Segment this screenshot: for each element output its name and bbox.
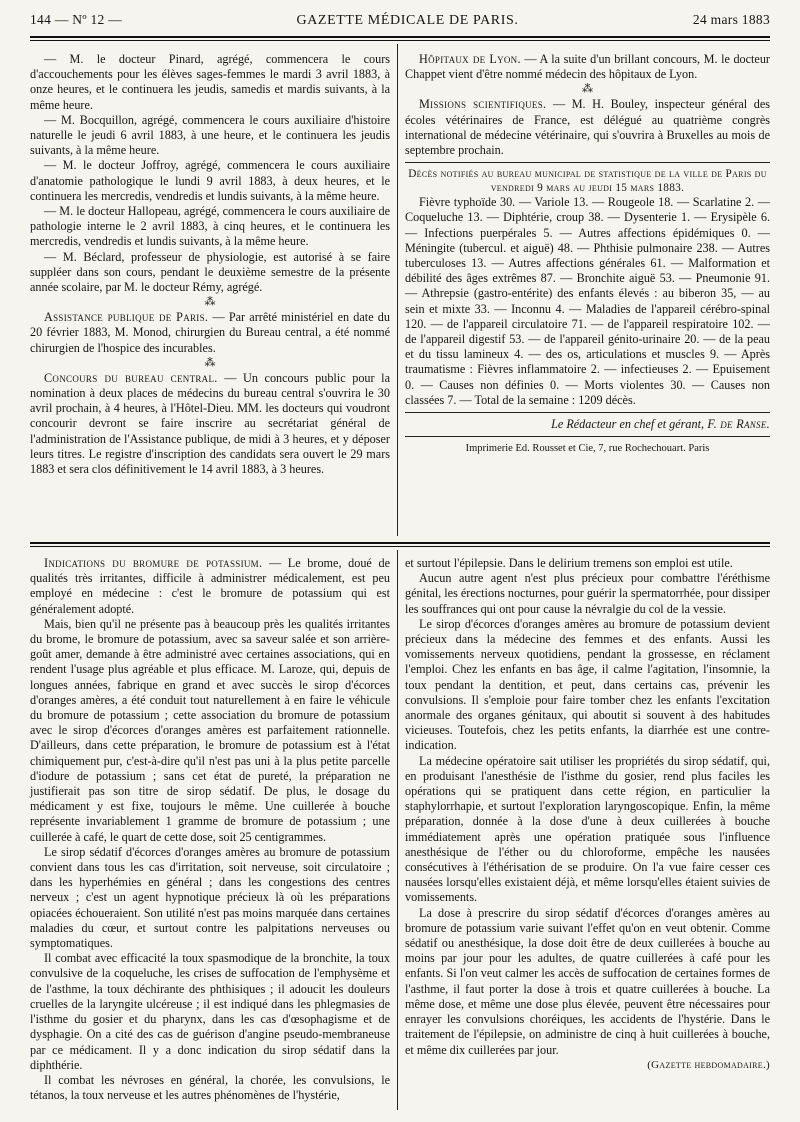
- header-rule-thin: [30, 40, 770, 41]
- paragraph: Mais, bien qu'il ne présente pas à beaucoup près les qualités irritantes du brome, le bromure de potassium, avec sa saveur salée et son arrière-goût amer, demande à être administré avec certaines associations, qui en rendent l'usage plus agréable et plus efficace. M. Laroze, qui, depuis de longues années, fabrique en grand et avec succès le sirop d'écorces d'oranges amères, a été conduit tout naturellement à en faire le véhicule du bromure de potassium ; cette association du bromure de potassium avec le sirop d'écorces d'oranges amères est parfaitement rationnelle. D'ailleurs, dans cette préparation, le bromure de potassium est à l'état chimiquement pur, c'est-à-dire qu'il n'est pas uni à la plus petite parcelle d'iodure de potassium ; sans cet état de pureté, la préparation ne justifierait pas son titre de sirop sédatif. De plus, le dosage du médicament y est fixe, toujours le même. Une cuillerée à bouche représente invariablement 1 gramme de bromure de potassium ; une cuillerée à café, le quart de cette dose, soit 25 centigrammes.: [30, 616, 390, 844]
- paragraph: — M. le docteur Pinard, agrégé, commencera le cours d'accouchements pour les élèves sages-femmes le mardi 3 avril 1883, à onze heures, et le continuera les jeudis, samedis et mardis suivants, à la même heure.: [30, 52, 390, 112]
- paragraph: Aucun autre agent n'est plus précieux pour combattre l'éréthisme génital, les érections nocturnes, pour guérir la spermatorrhée, pour dissiper les souffrances qui ont pour cause la névralgie du col de la vessie.: [405, 571, 770, 616]
- deaths-statistics: Fièvre typhoïde 30. — Variole 13. — Rougeole 18. — Scarlatine 2. — Coqueluche 13. — Diphtérie, croup 38. — Dysenterie 1. — Erysipèle 6. — Infections puerpérales 5. — Autres affections épidémiques 0. — Méningite (tubercul. et aiguë) 48. — Phthisie pulmonaire 238. — Autres tuberculoses 13. — Autres affections générales 61. — Malformation et débilité des âges extrêmes 87. — Bronchite aiguë 53. — Pneumonie 91. — Athrepsie (gastro-entérite) des enfants élevés : au biberon 35, — au sein et mixte 33. — Inconnu 4. — Maladies de l'appareil cérébro-spinal 120. — de l'appareil circulatoire 71. — de l'appareil respiratoire 102. — de l'appareil digestif 53. — de l'appareil génito-urinaire 20. — de la peau et du tissu lamineux 4. — des os, articulations et muscles 9. — Après traumatisme : Fièvres inflammatoire 2. — infectieuses 2. — Epuisement 0. — Causes non définies 0. — Morts violentes 30. — Causes non classées 7. — Total de la semaine : 1209 décès.: [405, 195, 770, 407]
- paragraph: — M. le docteur Joffroy, agrégé, commencera le cours auxiliaire d'anatomie pathologique le lundi 9 avril 1883, à deux heures, et le continuera les mercredis, vendredis et lundis suivants, à la même heure.: [30, 158, 390, 203]
- top-right-column: [405, 52, 770, 456]
- column-divider-top: [397, 44, 398, 536]
- divider: [405, 162, 770, 163]
- header-rule: [30, 36, 770, 38]
- bottom-left-column: [30, 556, 390, 1103]
- section-separator: ⁂: [582, 83, 593, 96]
- paragraph: Il combat avec efficacité la toux spasmodique de la bronchite, la toux convulsive de la coqueluche, les crises de suffocation de l'emphysème et de l'asthme, la toux déchirante des phthisiques ; il adoucit les douleurs cruelles de la laryngite ulcéreuse ; il est indiqué dans les phlegmasies de l'isthme du gosier et du pharynx, dans les cas d'œsophagisme et de dysphagie. On a cité des cas de guérison d'angine pseudo-membraneuse par ce médicament. Il y a donc indication du sirop sédatif dans la diphthérie.: [30, 951, 390, 1072]
- paragraph: Le sirop sédatif d'écorces d'oranges amères au bromure de potassium convient dans tous les cas d'irritation, soit nerveuse, soit circulatoire ; dans les hyperhémies en général ; dans les congestions des centres nerveux ; c'est un agent hypnotique précieux là où les préparations opiacées échoueraient. Son utilité n'est pas moins marquée dans certaines maladies du cœur, et surtout contre les palpitations nerveuses ou symptomatiques.: [30, 844, 390, 951]
- section-label: Missions scientifiques.: [419, 97, 547, 112]
- page-number: 144 — Nº 12 —: [30, 12, 123, 27]
- printer-line: Imprimerie Ed. Rousset et Cie, 7, rue Rochechouart. Paris: [465, 443, 710, 455]
- paragraph: La médecine opératoire sait utiliser les propriétés du sirop sédatif, qui, en produisant l'anesthésie de l'isthme du gosier, rend plus faciles les opérations qui se pratiquent dans cette région, en particulier la staphylorrhapie, et surtout l'exploration laryngoscopique. Enfin, la même préparation, donnée à la dose d'une à deux cuillerées à bouche immédiatement après une opération pratiquée sous l'influence anesthésique de l'éther ou du chloroforme, empêche les nausées consécutives à l'éthérisation de se produire. On l'a vue faire cesser ces nausées lorsqu'elles existaient déjà, et même lorsqu'elles étaient suivies de vomissements.: [405, 753, 770, 905]
- editor-signature: Le Rédacteur en chef et gérant, F. de Ranse.: [551, 417, 770, 432]
- column-divider-bottom: [397, 550, 398, 1110]
- section-label: Concours du bureau central.: [44, 370, 218, 385]
- paragraph: Il combat les névroses en général, la chorée, les convulsions, le tétanos, la toux nerveuse et les autres phénomènes de l'hystérie,: [30, 1072, 390, 1103]
- paragraph: — M. le docteur Hallopeau, agrégé, commencera le cours auxiliaire de pathologie interne le 2 avril 1883, à cinq heures, et le continuera les mercredis, vendredis et lundis suivants, à la même heure.: [30, 204, 390, 249]
- paragraph: Hôpitaux de Lyon. — A la suite d'un brillant concours, M. le docteur Chappet vient d'être nommé médecin des hôpitaux de Lyon.: [405, 52, 770, 82]
- section-rule: [30, 542, 770, 544]
- paragraph: Missions scientifiques. — M. H. Bouley, inspecteur général des écoles vétérinaires de France, est délégué au quatrième congrès international de médecine vétérinaire, qui s'ouvrira à Bruxelles au mois de septembre prochain.: [405, 97, 770, 158]
- top-left-column: [30, 52, 390, 477]
- paragraph: La dose à prescrire du sirop sédatif d'écorces d'oranges amères au bromure de potassium varie suivant l'effet qu'on en veut obtenir. Comme sédatif ou anesthésique, la dose doit être de deux cuillerées à bouche au moins par jour pour les adultes, de quatre cuillerées à café pour les enfants. Si l'on veut calmer les accès de suffocation de certaines formes de l'asthme, il faut porter la dose à trois et quatre cuillerées à bouche. La même dose, et même une dose plus élevée, peuvent être nécessaires pour enrayer les convulsions choréiques, les accidents de l'hystérie. Dans le traitement de l'épilepsie, on administre de cinq à huit cuillerées à bouche, et même dix cuillerées par jour.: [405, 905, 770, 1057]
- divider: [405, 436, 770, 437]
- section-label: Indications du bromure de potassium.: [44, 556, 263, 570]
- deaths-heading: Décès notifiés au bureau municipal de statistique de la ville de Paris du vendredi 9 mars au jeudi 15 mars 1883.: [408, 168, 767, 195]
- paragraph: Indications du bromure de potassium. — Le brome, doué de qualités très irritantes, difficile à administrer médicalement, est peu employé en médecine : c'est le bromure de potassium qui est généralement adopté.: [30, 556, 390, 616]
- paragraph: Concours du bureau central. — Un concours public pour la nomination à deux places de médecins du bureau central s'ouvrira le 30 avril prochain, à 4 heures, à l'Hôtel-Dieu. MM. les docteurs qui voudront concourir devront se faire inscrire au secrétariat général de l'administration de l'Assistance publique, de midi à 3 heures, et y déposer leurs titres. Le registre d'inscription des candidats sera ouvert le 29 mars 1883 et sera clos définitivement le 14 avril 1883, à 3 heures.: [30, 370, 390, 477]
- section-separator: ⁂: [204, 296, 216, 309]
- paragraph: Assistance publique de Paris. — Par arrêté ministériel en date du 20 février 1883, M. Monod, chirurgien du Bureau central, a été nommé chirurgien de l'hospice des incurables.: [30, 310, 390, 355]
- page-header: [30, 12, 770, 34]
- divider: [405, 412, 770, 413]
- journal-title: GAZETTE MÉDICALE DE PARIS.: [296, 13, 519, 28]
- bottom-right-column: [405, 556, 770, 1073]
- section-label: Hôpitaux de Lyon.: [419, 52, 521, 66]
- source-citation: (Gazette hebdomadaire.): [647, 1058, 770, 1071]
- paragraph: Le sirop d'écorces d'oranges amères au bromure de potassium devient précieux dans la médecine des femmes et des enfants. Aussi les vomissements nerveux quotidiens, pendant la grossesse, en réclament l'emploi. Chez les enfants en bas âge, il calme l'agitation, l'insomnie, la toux pendant la dentition, et peut, dans certains cas, prévenir les convulsions. Il s'emploie pour faire tomber chez les enfants l'excitation anormale des organes génitaux, qui aboutit si souvent à des habitudes vicieuses. Toutefois, chez les petits enfants, la diarrhée est une contre-indication.: [405, 616, 770, 753]
- section-separator: ⁂: [204, 356, 216, 369]
- paragraph: et surtout l'épilepsie. Dans le delirium tremens son emploi est utile.: [405, 556, 733, 570]
- issue-date: 24 mars 1883: [692, 12, 770, 27]
- section-rule-thin: [30, 546, 770, 547]
- paragraph: — M. Bocquillon, agrégé, commencera le cours auxiliaire d'histoire naturelle le jeudi 6 avril 1883, à une heure, et le continuera les jeudis suivants, à la même heure.: [30, 112, 390, 158]
- section-label: Assistance publique de Paris.: [44, 310, 209, 325]
- paragraph: — M. Béclard, professeur de physiologie, est autorisé à se faire suppléer dans son cours, pendant le deuxième semestre de la présente année scolaire, par M. le docteur Rémy, agrégé.: [30, 249, 390, 295]
